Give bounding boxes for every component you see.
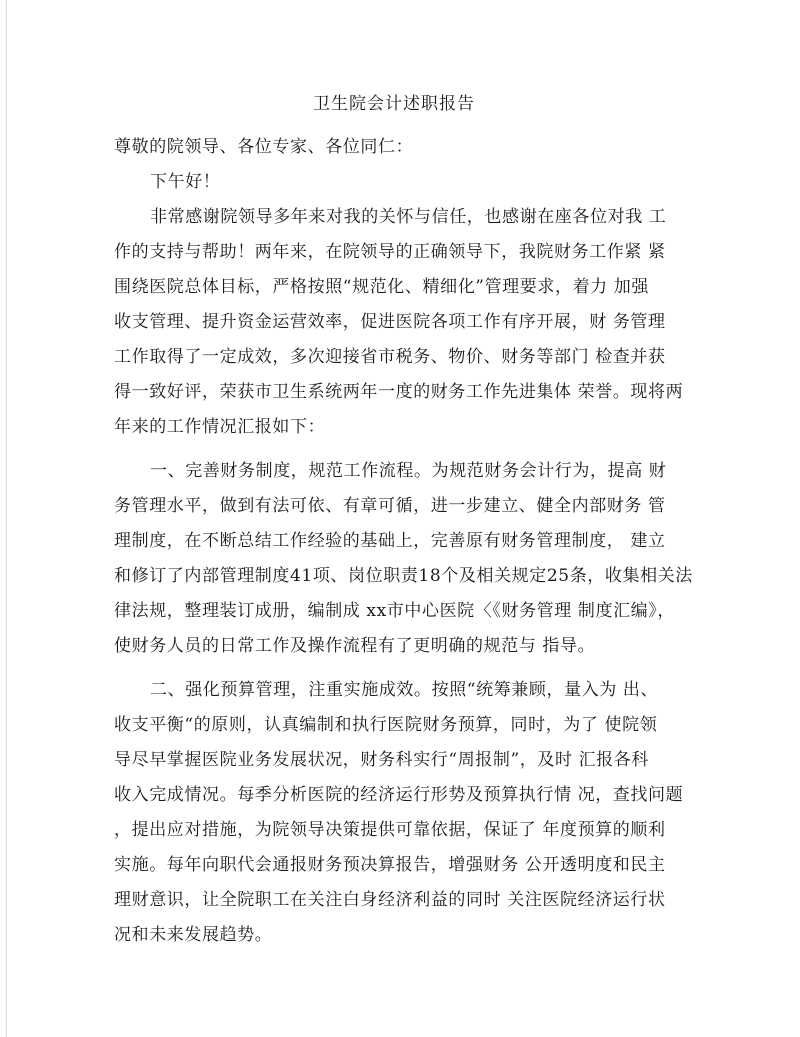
paragraph-line: 围绕医院总体目标，严格按照“规范化、精细化”管理要求，着力 加强 xyxy=(114,277,649,297)
paragraph-section-one xyxy=(114,454,693,664)
paragraph-line: 收支平衡“的原则，认真编制和执行医院财务预算，同时，为了 使院领 xyxy=(114,715,658,735)
paragraph-line: ，提出应对措施，为院领导决策提供可靠依据，保证了 年度预算的顺利 xyxy=(114,820,666,840)
document-body xyxy=(114,92,693,953)
paragraph-section-two xyxy=(114,673,684,953)
paragraph-line: 理制度，在不断总结工作经验的基础上，完善原有财务管理制度， 建立 xyxy=(114,531,666,551)
paragraph-line: 理财意识，让全院职工在关注白身经济利益的同时 关注医院经济运行状 xyxy=(114,890,666,910)
paragraph-line: 年来的工作情况汇报如下： xyxy=(114,417,326,437)
paragraph-line: 律法规，整理装订成册，编制成 xx市中心医院〈《财务管理 制度汇编》， xyxy=(114,601,675,621)
paragraph-line: 导尽早掌握医院业务发展状况，财务科实行“周报制”，及时 汇报各科 xyxy=(114,750,649,770)
paragraph-line: 工作取得了一定成效，多次迎接省市税务、物价、财务等部门 检查并获 xyxy=(114,347,666,367)
paragraph-line: 和修订了内部管理制度41项、岗位职责18个及相关规定25条，收集相关法 xyxy=(114,566,693,586)
paragraph-line: 得一致好评，荣获市卫生系统两年一度的财务工作先进集体 荣誉。现将两 xyxy=(114,382,684,402)
document-title: 卫生院会计述职报告 xyxy=(313,94,475,114)
paragraph-line: 一、完善财务制度，规范工作流程。为规范财务会计行为，提高 财 xyxy=(150,461,667,481)
salutation: 尊敬的院领导、各位专家、各位同仁： xyxy=(114,137,414,157)
paragraph-line: 非常感谢院领导多年来对我的关怀与信任，也感谢在座各位对我 工 xyxy=(150,207,667,227)
page-edge-divider xyxy=(6,0,7,1037)
paragraph-line: 二、强化预算管理，注重实施成效。按照“统筹兼顾，量入为 出、 xyxy=(150,680,659,700)
paragraph-line: 使财务人员的日常工作及操作流程有了更明确的规范与 指导。 xyxy=(114,636,596,656)
paragraph-intro xyxy=(114,200,684,445)
paragraph-line: 作的支持与帮助！两年来，在院领导的正确领导下，我院财务工作紧 紧 xyxy=(114,242,666,262)
paragraph-line: 收入完成情况。每季分析医院的经济运行形势及预算执行情 况，查找问题 xyxy=(114,785,684,805)
greeting: 下午好！ xyxy=(150,172,221,192)
paragraph-line: 况和未来发展趋势。 xyxy=(114,925,273,945)
paragraph-line: 务管理水平，做到有法可依、有章可循，进一步建立、健全内部财务 管 xyxy=(114,496,666,516)
paragraph-line: 实施。每年向职代会通报财务预决算报告，增强财务 公开透明度和民主 xyxy=(114,855,666,875)
paragraph-line: 收支管理、提升资金运营效率，促进医院各项工作有序开展，财 务管理 xyxy=(114,312,666,332)
